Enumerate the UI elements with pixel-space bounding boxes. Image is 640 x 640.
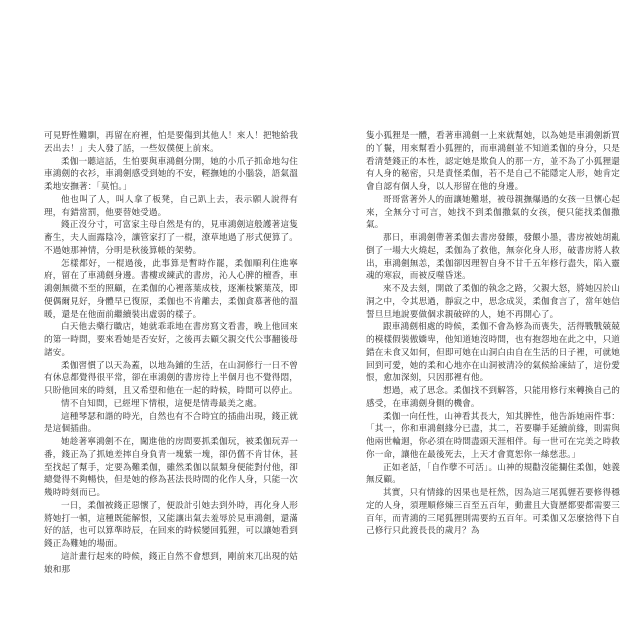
left-paragraph-3: 他也叫了人，叫人拿了板凳，自己趴上去，表示願人說得有理，有錯當罰，他要替她受過。: [44, 194, 298, 218]
left-paragraph-6: 白天他去藥行職店，她就乖乖地在書房寫文看書，晚上他回來的第一時間，要來看她是否安好，之後再去顧父親交代公事翻後母諸安。: [44, 322, 298, 358]
right-paragraph-4: 來不及去刻，開啟了柔伽的執念之路，父親大怒，將她囚於山洞之中，令其思過，靜寂之中，思念成災，柔伽食言了，當年她信誓旦旦地說要做個求親破碎的人，她不再開心了。: [366, 284, 620, 320]
left-paragraph-1: 可見野性難馴，再留在府裡，怕是要傷到其他人！來人！把牠給我丟出去！」夫人發了話，一些奴僕便上前來。: [44, 131, 298, 154]
right-paragraph-7: 柔伽一向任性，山神看其長大，知其脾性，他告訴她兩件事：「其一，你和車鴻劍緣分已盡，其二，若要聯手延續前緣，則需與他兩世輪迴，你必須在時間盡頭天涯相伴。每一世可在完美之時救你一命，讓他在最後死去，上天才會寬恕你一絲慈悲。」: [366, 411, 620, 460]
left-paragraph-5: 怎樣都好，一棍過後，此事算是暫時作罷，柔伽順利住進寧府，留在了車鴻劍身邊。書樓或練武的書房，沁人心脾的檀香，車鴻劍無微不至的照顧，在柔伽的心裡落葉成枝，逐漸枝繁葉茂，即便偶爾見好，身體早已復原，柔伽也不肯離去，柔伽貪慕著他的溫暖，還是在他面前繼續裝出虛弱的樣子。: [44, 258, 298, 320]
right-paragraph-3: 那日，車鴻劍帶著柔伽去書房發餵，發餵小墨，書房被她胡亂倒了一場大火燒起，柔伽為了救他，無奈化身人形，破書房將人救出，車鴻劍無恙，柔伽卻因理智自身不甘千五年修行盡失，陷入靈魂的寒寂，而被反噬昏迷。: [366, 233, 620, 282]
left-paragraph-4: 錢正沒分寸，可富家主母自然是有的，見車鴻劍這般護著這隻畜生，夫人面露陰冷，讓管家打了一棍，潦草地過了形式便算了。不過她那神情，分明是秋後算帳的架勢。: [44, 220, 298, 256]
left-paragraph-11: 一日，柔伽被錢正惡懷了，便設計引她去到外時，再化身人形將她打一頓，這種既能解恨，又能讓出氣去羞辱於見車鴻劍，還滿好的話，也可以算準時辰，在回來的時候變回狐狸，可以讓她看到錢正為難她的場面。: [44, 500, 298, 549]
right-paragraph-6: 想過，戒了思念。柔伽找不到解答，只能用修行來轉換自己的感受，在車鴻劍身側的機會。: [366, 386, 620, 409]
left-paragraph-7: 柔伽習慣了以天為蓋，以地為鋪的生活，在山洞修行一日不曾有休息都覺得很平常，卻在車鴻劍的書房待上半個月也不覺得悶，只盼他回來的時刻，且又希望和他在一起的時候，時間可以停止。: [44, 360, 298, 396]
left-paragraph-2: 柔伽一聽這話，生怕要與車鴻劍分開，她的小爪子抓命地勾住車鴻劍的衣衫，車鴻劍感受到她的不安，輕撫她的小腦袋，語氣溫柔地安撫著：「莫怕。」: [44, 156, 298, 192]
right-paragraph-5: 跟車鴻劍相處的時候，柔伽不會為修為而喪失，活得戰戰兢兢的模樣假裝傲嬌卑，他知道她沒時間，也有抱怨地在此之中，只道錯在未食又如何，但即可她在山洞白由自在生活的日子裡，可就她回到可愛，她的柔和心地亦在山洞被清冷的氣候給凍結了，這份愛恨，愈加深刻，只因那裡有他。: [366, 322, 620, 384]
right-paragraph-8: 正如老話，「自作孽不可活」。山神的規勸沒能攔住柔伽，她義無反顧。: [366, 462, 620, 486]
left-paragraph-8: 情不自知間，已經埋下情根，這便是情毒最美之處。: [61, 398, 263, 409]
left-paragraph-9: 這種琴瑟和諧的時光，自然也有不合時宜的插曲出現，錢正就是這個插曲。: [44, 411, 298, 435]
left-paragraph-12: 這計畫行起來的時候，錢正自然不會想到，剛前來兀出現的姑娘和那: [44, 551, 298, 575]
left-paragraph-10: 她趁著寧鴻劍不在，闖進他的房間要抓柔伽玩，被柔伽玩弄一番，錢正為了抓她差摔自身負青一塊紫一塊，卻仍舊不肯甘休，甚至找起了幫手，定要為難柔伽，雖然柔伽以鼠類身便能對付他，卻總覺得不夠暢快，但是她的修為甚法長時間的化作人身，只能一次幾時時刻而已。: [44, 437, 298, 498]
right-paragraph-2: 哥哥當著外人的面讓她難堪，被母親撫爆過的女孩一旦懷心起來，全無分寸可言，她找不到柔伽撒氣的女孩，便只能找柔伽撒氣。: [366, 194, 620, 231]
right-paragraph-9: 其實，只有情緣的因果也是枉然，因為這三尾狐貍若要修得穩定的人身，須理順修煉三百至五百年，動畫且大資歷都要都需要三百年，而青鴻的三尾狐狸則需要約五百年。可柔伽又怎麼捨得下自己修行只此渡長長的歲月？為: [366, 488, 620, 537]
right-page: [366, 130, 620, 538]
left-page: [44, 130, 298, 576]
right-paragraph-1: 隻小狐狸是一體，看著車鴻劍一上來就幫她，以為她是車鴻劍新買的丫鬟，用來幫看小狐狸的，而車鴻劍並不知道柔伽的身分，只是看清楚錢正的本性，認定她是欺負人的那一方，並不為了小狐狸還有人身的秘密，只是責怪柔伽，若不是自己不能隱定人形，她肯定會自認有個人身，以人形留在他的身邊。: [366, 131, 620, 192]
